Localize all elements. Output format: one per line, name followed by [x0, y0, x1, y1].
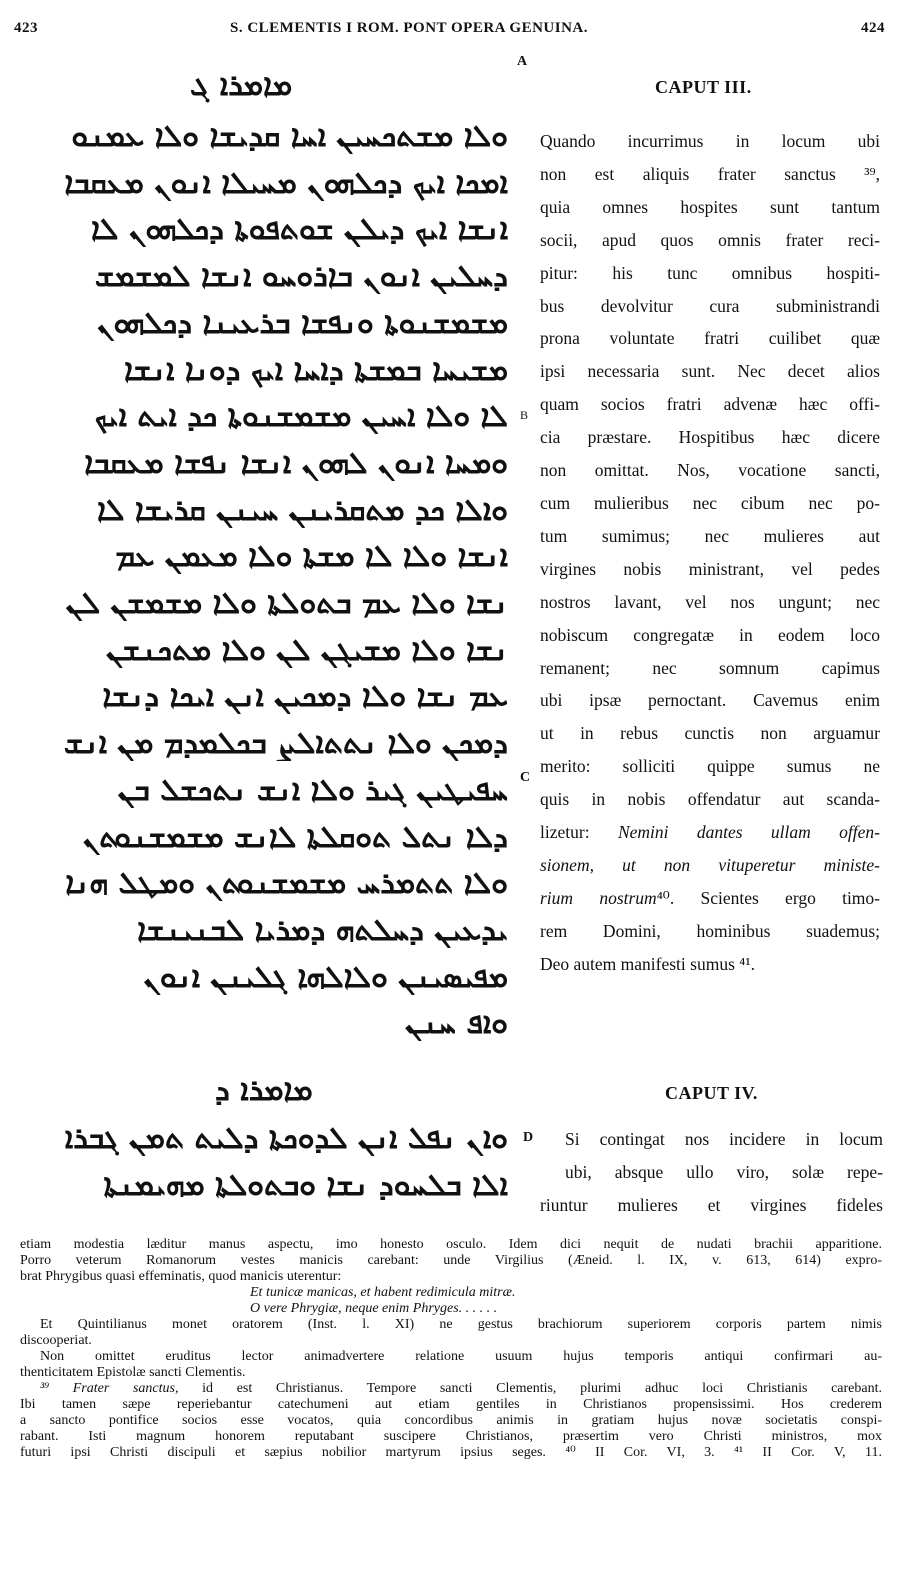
latin-line: Deo autem manifesti sumus ⁴¹. [540, 953, 755, 974]
syriac-line: ܥܡ ܢܫܐ ܘܠܐ ܕܡܟܝܢ ܐܢܢ ܐܝܟܐ ܕܢܫܐ [102, 680, 508, 715]
latin-line: cia præstare. Hospitibus hæc dicere [540, 427, 880, 448]
footnote-line: thenticitatem Epistolæ sancti Clementis. [20, 1365, 246, 1380]
latin-line: Quando incurrimus in locum ubi [540, 131, 880, 151]
verse-line: O vere Phrygiæ, neque enim Phryges. . . . . . [250, 1301, 498, 1316]
latin-line: pitur: his tunc omnibus hospiti- [540, 262, 880, 283]
syriac-line: ܕܚܠܝܢ ܐܢܘܢ ܒܐܪܘܚܘ ܐܢܫܐ ܠܡܫܡܫ [94, 260, 508, 295]
syriac-line: ܐܠܐ ܒܠܚܘܕ ܢܫܐ ܘܒܬܘܠܬܐ ܡܗܝܡܢܬܐ [103, 1169, 508, 1203]
latin-column-4 [540, 1123, 883, 1222]
caput-iii-heading: CAPUT III. [655, 77, 752, 97]
latin-line: ubi ipsæ pernoctant. Cavemus enim [540, 690, 880, 711]
latin-line: Si contingat nos incidere in locum [565, 1129, 883, 1149]
syriac-line: ܝܕܥܝܢ ܕܚܠܬܗ ܕܡܪܝܐ ܠܒܢܝܢܫܐ [137, 913, 508, 948]
latin-line: rem Domini, hominibus suademus; [540, 920, 880, 941]
footnote-line: a sancto pontifice socios esse vocatos, quia concordibus animis in gratiam hujus novæ societatis conspi- [20, 1413, 882, 1428]
syriac-line: ܚܦܝܛܝܢ ܓܝܪ ܘܠܐ ܐܢܫ ܢܬܟܫܠ ܒܢ [117, 773, 508, 808]
syriac-line: ܐܡܟܐ ܐܝܟ ܕܟܠܗܘܢ ܡܚܝܠܐ ܐܢܘܢ ܡܥܩܒܐ [64, 166, 508, 201]
footnote-line: Non omittet eruditus lector animadvertere relatione usuum hujus temporis antiqui confirmari au- [40, 1349, 882, 1364]
latin-line-with-italic: lizetur: Nemini dantes ullam offen- [540, 822, 880, 843]
latin-line: riuntur mulieres et virgines fideles [540, 1194, 883, 1215]
footnote-line: futuri ipsi Christi discipuli et sæpius nobilior martyrum ipsius seges. ⁴⁰ II Cor. VI, 3. ⁴¹ II Cor. V, 11. [20, 1445, 882, 1460]
caput-iv-heading: CAPUT IV. [665, 1083, 758, 1103]
footnote-line: discooperiat. [20, 1333, 92, 1348]
syriac-line: ܘܡܚܐ ܐܢܘܢ ܠܗܘܢ ܐܢܫܐ ܢܦܫܐ ܡܥܩܒܐ [84, 446, 508, 481]
latin-line: quia omnes hospites sunt tantum [540, 196, 880, 217]
syriac-line: ܘܠܐ ܡܫܬܟܚܝܢ ܐܚܐ ܩܕܝܫܐ ܘܠܐ ܥܡܢܘ [71, 120, 508, 154]
latin-line: nobiscum congregatæ in eodem loco [540, 624, 880, 645]
latin-line: bus devolvitur cura subministrandi [540, 295, 880, 316]
margin-mark-a: A [517, 54, 528, 69]
syriac-line: ܡܫܡܫܢܘܬܐ ܘܢܦܫܐ ܒܪܥܝܢܐ ܕܟܠܗܘܢ [97, 306, 508, 341]
latin-line-with-note: rium nostrum⁴⁰. Scientes ergo timo- [540, 887, 880, 908]
footnote-line: rabant. Isti magnum honorem reputabant suscipere Christianos, præsertim vero Christi ministros, mox [20, 1429, 882, 1444]
latin-line: non est aliquis frater sanctus ³⁹, [540, 163, 880, 184]
latin-line: non omittat. Nos, vocatione sancti, [540, 460, 880, 481]
page-number-right: 424 [861, 20, 885, 36]
footnote-line: brat Phrygibus quasi effeminatis, quod manicis uterentur: [20, 1269, 342, 1284]
footnote-39: ³⁹ Frater sanctus, id est Christianus. Tempore sancti Clementis, plurimi adhuc loci Christianis carebant. [40, 1381, 882, 1396]
syriac-line: ܘܐܦ ܚܢܢ [405, 1007, 508, 1042]
syriac-line: ܘܠܐ ܬܬܡܪܚ ܡܫܡܫܢܘܬܢ ܘܡܛܠ ܗܢܐ [65, 867, 508, 902]
syriac-line: ܡܦܝܣܝܢܢ ܘܠܐܠܗܐ ܓܠܝܢܢ ܐܢܘܢ [143, 960, 508, 995]
margin-mark-b: B [520, 408, 529, 422]
latin-line: nostros lavant, vel nos ungunt; nec [540, 591, 880, 612]
latin-line: virgines nobis ministrant, vel pedes [540, 558, 880, 579]
latin-line: cum mulieribus nec cibum nec po- [540, 492, 880, 513]
syriac-heading-4: ܡܐܡܪܐ ܕ [215, 1073, 313, 1108]
syriac-line: ܐܢܫܐ ܘܠܐ ܠܐ ܡܫܬܐ ܘܠܐ ܡܥܡܢ ܥܡ [115, 540, 508, 575]
latin-line-italic: sionem, ut non vituperetur ministe- [540, 854, 880, 875]
latin-line: remanent; nec somnum capimus [540, 657, 880, 678]
latin-line: ut in rebus cunctis non arguamur [540, 723, 880, 744]
syriac-line: ܐܢܫܐ ܐܝܟ ܕܝܠܢ ܫܘܬܦܘܬܐ ܕܟܠܗܘܢ ܠܐ [91, 213, 508, 248]
footnote-line: Porro veterum Romanorum vestes manicis carebant: unde Virgilius (Æneid. l. IX, v. 613, 614) expro- [20, 1253, 882, 1268]
footnote-ref-40: ⁴⁰ [656, 887, 670, 908]
margin-mark-c: C [520, 770, 531, 785]
syriac-line: ܕܠܐ ܢܬܠ ܬܘܩܠܬܐ ܠܐܢܫ ܡܫܡܫܢܘܬܢ [82, 820, 508, 855]
syriac-line: ܡܫܝܚܐ ܒܡܫܬܐ ܕܐܚܐ ܐܝܟ ܕܘܢܐ ܐܢܫܐ [123, 353, 508, 388]
syriac-line: ܕܡܟܢ ܘܠܐ ܢܬܬܐܠܨ ܒܟܠܡܕܡ ܡܢ ܐܢܫ [63, 727, 508, 762]
syriac-line: ܘܐܠܐ ܟܕ ܡܬܩܪܝܢܢ ܚܝܢܢ ܩܪܝܫܐ ܠܐ [97, 493, 508, 528]
syriac-line: ܢܫܐ ܘܠܐ ܡܫܝܓܢ ܠܢ ܘܠܐ ܡܬܟܢܫܢ [106, 633, 508, 668]
syriac-line: ܘܐܢ ܢܦܠ ܐܢܢ ܠܕܘܟܬܐ ܕܠܝܬ ܬܡܢ ܓܒܪܐ [64, 1122, 508, 1156]
syriac-heading-3: ܡܐܡܪܐ ܓ [190, 68, 293, 103]
latin-line: ipsi necessaria sunt. Nec decet alios [540, 361, 880, 382]
page-number-left: 423 [14, 20, 38, 36]
footnotes [20, 1237, 882, 1461]
latin-line: quam socios fratri advenæ hæc offi- [540, 394, 880, 415]
running-title: S. CLEMENTIS I ROM. PONT OPERA GENUINA. [230, 20, 589, 36]
latin-line: merito: solliciti quippe sumus ne [540, 756, 880, 777]
latin-line: socii, apud quos omnis frater reci- [540, 229, 880, 250]
syriac-line: ܠܐ ܘܠܐ ܐܚܝܢ ܡܫܡܫܢܘܬܐ ܟܕ ܐܝܬ ܐܝܟ [94, 400, 508, 435]
latin-line: quis in nobis offendatur aut scanda- [540, 789, 880, 810]
footnote-line: Ibi tamen sæpe reperiebantur catechumeni aut etiam gentiles in Christianos propensissimi. Hos crederem [20, 1397, 882, 1412]
footnote-line: etiam modestia læditur manus aspectu, imo honesto osculo. Idem dici nequit de nudati brachii apparitione. [20, 1237, 882, 1252]
latin-line: prona voluntate fratri cuilibet quæ [540, 328, 880, 349]
latin-column-3 [540, 125, 880, 981]
footnote-line: Et Quintilianus monet oratorem (Inst. l. XI) ne gestus brachiorum superiorem corporis partem nimis [40, 1317, 882, 1332]
latin-line: ubi, absque ullo viro, solæ repe- [565, 1161, 883, 1182]
syriac-line: ܢܫܐ ܘܠܐ ܥܡ ܒܬܘܠܬܐ ܘܠܐ ܡܫܡܫܢ ܠܢ [65, 587, 508, 621]
latin-line: tum sumimus; nec mulieres aut [540, 525, 880, 546]
margin-mark-d: D [523, 1130, 534, 1145]
verse-line: Et tunicæ manicas, et habent redimicula mitræ. [250, 1285, 516, 1300]
